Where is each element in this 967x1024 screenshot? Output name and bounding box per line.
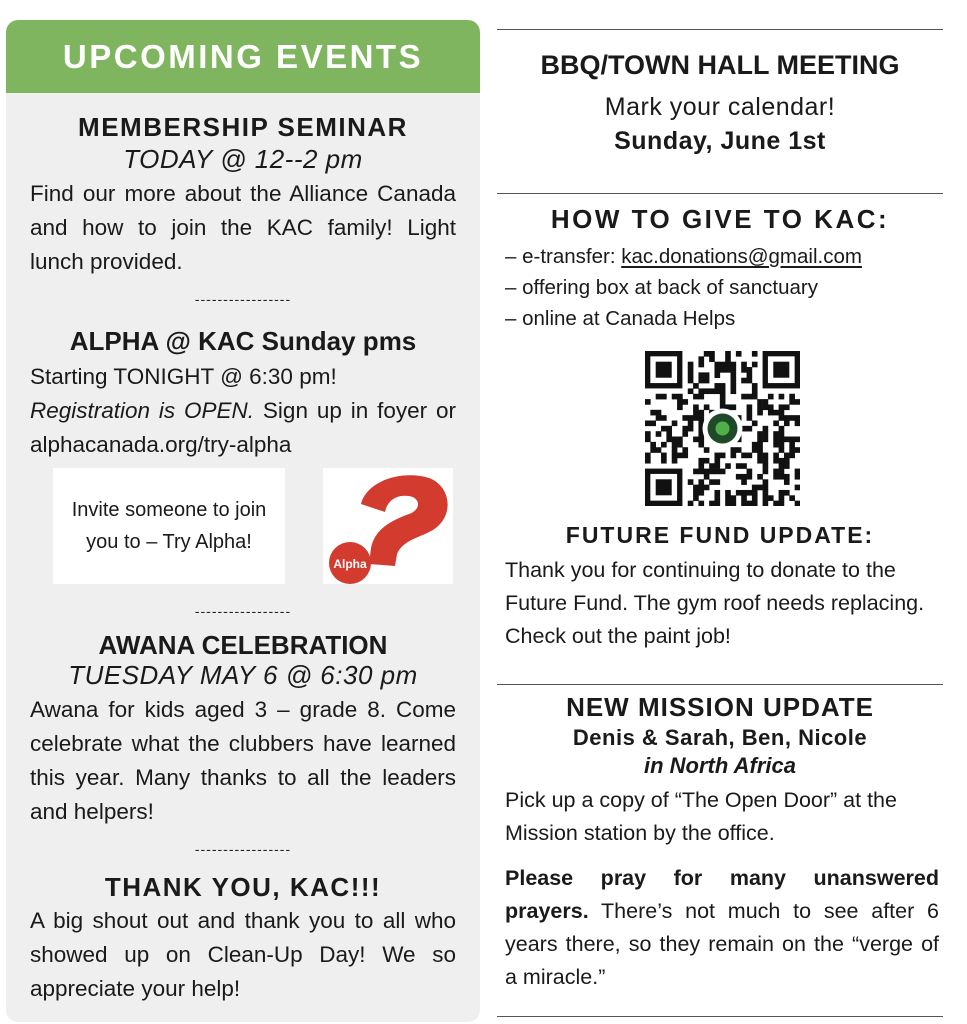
upcoming-events-header (6, 20, 480, 93)
bbq-section (497, 48, 943, 158)
membership-seminar-section (6, 112, 480, 279)
alpha-section (6, 326, 480, 462)
awana-body: Awana for kids aged 3 – grade 8. Come celebrate what the clubbers have learned this year. Many thanks to all the leaders and helpers! (30, 697, 456, 824)
divider-line (497, 193, 943, 194)
thank-you-section (6, 872, 480, 1006)
bbq-mark: Mark your calendar! (604, 93, 836, 121)
divider-line (497, 684, 943, 685)
mission-where: in North Africa (644, 753, 796, 778)
alpha-body (6, 360, 480, 462)
qr-code-icon (645, 351, 800, 506)
give-section (497, 203, 943, 334)
membership-body: Find our more about the Alliance Canada and how to join the KAC family! Light lunch provided. (30, 181, 456, 274)
alpha-logo (323, 468, 453, 584)
divider: ----------------- (194, 841, 292, 857)
mission-body: Pick up a copy of “The Open Door” at the Mission station by the office. (505, 788, 897, 845)
mission-title: NEW MISSION UPDATE (566, 692, 874, 722)
awana-section (6, 630, 480, 829)
alpha-registration: Registration is OPEN. (30, 398, 255, 423)
invite-text: Invite someone to join you to – Try Alpha! (71, 499, 267, 553)
mission-names: Denis & Sarah, Ben, Nicole (572, 725, 868, 750)
give-etransfer (497, 241, 943, 272)
divider: ----------------- (194, 291, 292, 307)
alpha-boxes (53, 468, 453, 584)
future-title: FUTURE FUND UPDATE: (565, 522, 875, 548)
awana-when: TUESDAY MAY 6 @ 6:30 pm (68, 660, 418, 690)
divider-line (497, 29, 943, 30)
qr-code[interactable] (645, 351, 800, 506)
give-online: – online at Canada Helps (505, 307, 736, 330)
membership-when: TODAY @ 12--2 pm (123, 144, 363, 174)
alpha-logo-text: Alpha (333, 557, 367, 571)
divider: ----------------- (194, 603, 292, 619)
alpha-question-mark-icon (323, 468, 453, 584)
future-body: Thank you for continuing to donate to the Future Fund. The gym roof needs replacing. Check out the paint job! (505, 558, 925, 648)
membership-title: MEMBERSHIP SEMINAR (78, 112, 408, 142)
future-fund-section (497, 520, 943, 653)
give-offering-box: – offering box at back of sanctuary (505, 276, 819, 299)
donation-email-link[interactable]: kac.donations@gmail.com (621, 245, 862, 268)
alpha-signup: Sign up in foyer or alphacanada.org/try-alpha (30, 398, 456, 457)
invite-box (53, 468, 285, 584)
thanks-body: A big shout out and thank you to all who showed up on Clean-Up Day! We so appreciate your help! (30, 908, 456, 1001)
give-etransfer-label: – e-transfer: (505, 245, 622, 268)
mission-section (497, 690, 943, 994)
awana-title: AWANA CELEBRATION (98, 630, 388, 660)
mission-prayer-bold: Please pray for many unanswered prayers. (505, 866, 939, 923)
alpha-line1: Starting TONIGHT @ 6:30 pm! (30, 364, 337, 389)
upcoming-events-panel (6, 20, 480, 1022)
give-title: HOW TO GIVE TO KAC: (550, 204, 890, 234)
bbq-date: Sunday, June 1st (614, 127, 826, 155)
alpha-title: ALPHA @ KAC Sunday pms (69, 326, 417, 356)
mission-prayer (497, 862, 943, 994)
bbq-title: BBQ/TOWN HALL MEETING (540, 50, 900, 80)
divider-line (497, 1016, 943, 1017)
upcoming-events-title: UPCOMING EVENTS (62, 37, 424, 75)
thanks-title: THANK YOU, KAC!!! (104, 872, 382, 902)
mission-prayer-rest: There’s not much to see after 6 years there, so they remain on the “verge of a miracle.” (505, 899, 939, 989)
